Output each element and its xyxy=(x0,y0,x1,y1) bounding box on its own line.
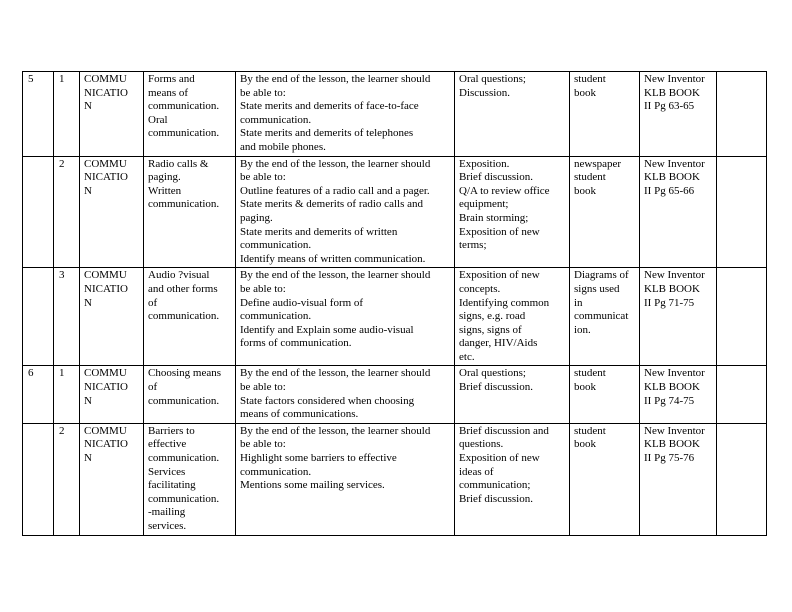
topic-cell: COMMU NICATIO N xyxy=(80,268,144,366)
scheme-of-work-table xyxy=(22,71,767,536)
references-cell: New Inventor KLB BOOK II Pg 74-75 xyxy=(640,366,717,423)
lesson-cell: 1 xyxy=(54,72,80,157)
subtopic-cell: Audio ?visual and other forms of communication. xyxy=(144,268,236,366)
table-row xyxy=(23,423,767,535)
references-cell: New Inventor KLB BOOK II Pg 65-66 xyxy=(640,156,717,268)
resources-cell: student book xyxy=(570,366,640,423)
objectives-cell: By the end of the lesson, the learner should be able to: State merits and demerits of face-to-face communication. State merits and demerits of telephones and mobile phones. xyxy=(236,72,455,157)
topic-cell: COMMU NICATIO N xyxy=(80,423,144,535)
lesson-cell: 1 xyxy=(54,366,80,423)
subtopic-cell: Radio calls & paging. Written communication. xyxy=(144,156,236,268)
remarks-cell xyxy=(717,156,767,268)
subtopic-cell: Barriers to effective communication. Services facilitating communication. -mailing services. xyxy=(144,423,236,535)
references-cell: New Inventor KLB BOOK II Pg 71-75 xyxy=(640,268,717,366)
week-cell xyxy=(23,423,54,535)
resources-cell: student book xyxy=(570,423,640,535)
references-cell: New Inventor KLB BOOK II Pg 63-65 xyxy=(640,72,717,157)
remarks-cell xyxy=(717,268,767,366)
resources-cell: Diagrams of signs used in communicat ion. xyxy=(570,268,640,366)
objectives-cell: By the end of the lesson, the learner should be able to: Highlight some barriers to effective communication. Mentions some mailing services. xyxy=(236,423,455,535)
table-row xyxy=(23,268,767,366)
activities-cell: Exposition of new concepts. Identifying common signs, e.g. road signs, signs of danger, HIV/Aids etc. xyxy=(455,268,570,366)
references-cell: New Inventor KLB BOOK II Pg 75-76 xyxy=(640,423,717,535)
topic-cell: COMMU NICATIO N xyxy=(80,366,144,423)
week-cell: 6 xyxy=(23,366,54,423)
subtopic-cell: Forms and means of communication. Oral communication. xyxy=(144,72,236,157)
lesson-cell: 2 xyxy=(54,156,80,268)
lesson-cell: 3 xyxy=(54,268,80,366)
topic-cell: COMMU NICATIO N xyxy=(80,72,144,157)
activities-cell: Brief discussion and questions. Exposition of new ideas of communication; Brief discussion. xyxy=(455,423,570,535)
activities-cell: Exposition. Brief discussion. Q/A to review office equipment; Brain storming; Exposition of new terms; xyxy=(455,156,570,268)
topic-cell: COMMU NICATIO N xyxy=(80,156,144,268)
resources-cell: newspaper student book xyxy=(570,156,640,268)
week-cell xyxy=(23,156,54,268)
table-row xyxy=(23,156,767,268)
activities-cell: Oral questions; Brief discussion. xyxy=(455,366,570,423)
activities-cell: Oral questions; Discussion. xyxy=(455,72,570,157)
objectives-cell: By the end of the lesson, the learner should be able to: Define audio-visual form of communication. Identify and Explain some audio-visual forms of communication. xyxy=(236,268,455,366)
objectives-cell: By the end of the lesson, the learner should be able to: Outline features of a radio call and a pager. State merits & demerits of radio calls and paging. State merits and demerits of written communication. Identify means of written communication. xyxy=(236,156,455,268)
subtopic-cell: Choosing means of communication. xyxy=(144,366,236,423)
lesson-cell: 2 xyxy=(54,423,80,535)
table-row xyxy=(23,366,767,423)
remarks-cell xyxy=(717,423,767,535)
week-cell xyxy=(23,268,54,366)
remarks-cell xyxy=(717,366,767,423)
remarks-cell xyxy=(717,72,767,157)
resources-cell: student book xyxy=(570,72,640,157)
table-row xyxy=(23,72,767,157)
week-cell: 5 xyxy=(23,72,54,157)
objectives-cell: By the end of the lesson, the learner should be able to: State factors considered when choosing means of communications. xyxy=(236,366,455,423)
